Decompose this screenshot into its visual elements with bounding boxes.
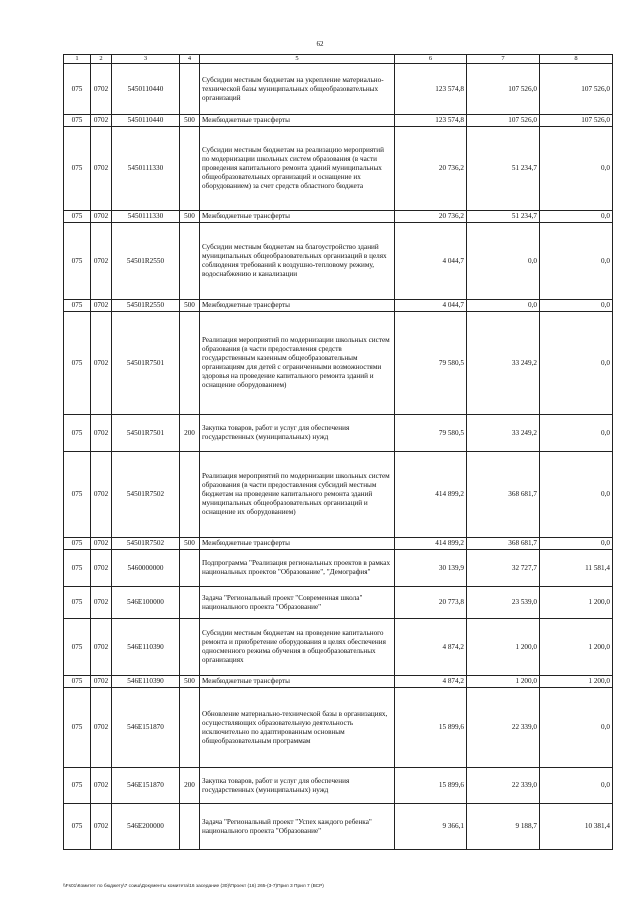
header-cell: 8 xyxy=(540,55,613,64)
amount-year2-cell: 9 188,7 xyxy=(467,804,540,850)
item-name-cell: Подпрограмма "Реализация региональных проектов в рамках национальных проектов "Образование", "Демография" xyxy=(200,550,395,587)
ministry-code-cell: 075 xyxy=(64,223,91,300)
amount-year3-cell: 1 200,0 xyxy=(540,587,613,619)
amount-year3-cell: 11 581,4 xyxy=(540,550,613,587)
section-code-cell: 0702 xyxy=(91,415,112,452)
amount-year1-cell: 4 874,2 xyxy=(395,676,467,688)
amount-year1-cell: 123 574,8 xyxy=(395,115,467,127)
amount-year2-cell: 33 249,2 xyxy=(467,312,540,415)
section-code-cell: 0702 xyxy=(91,538,112,550)
section-code-cell: 0702 xyxy=(91,127,112,211)
item-name-cell: Задача "Региональный проект "Успех каждого ребенка" национального проекта "Образование" xyxy=(200,804,395,850)
ministry-code-cell: 075 xyxy=(64,550,91,587)
target-article-cell: 5450110440 xyxy=(112,64,180,115)
section-code-cell: 0702 xyxy=(91,312,112,415)
header-cell: 7 xyxy=(467,55,540,64)
target-article-cell: 54501R7501 xyxy=(112,312,180,415)
item-name-cell: Межбюджетные трансферты xyxy=(200,115,395,127)
amount-year1-cell: 123 574,8 xyxy=(395,64,467,115)
item-name-cell: Межбюджетные трансферты xyxy=(200,211,395,223)
table-row xyxy=(64,64,613,115)
item-name-cell: Межбюджетные трансферты xyxy=(200,300,395,312)
ministry-code-cell: 075 xyxy=(64,676,91,688)
table-row xyxy=(64,211,613,223)
amount-year3-cell: 1 200,0 xyxy=(540,676,613,688)
table-row xyxy=(64,312,613,415)
amount-year1-cell: 79 580,5 xyxy=(395,415,467,452)
header-cell: 3 xyxy=(112,55,180,64)
item-name-cell: Субсидии местным бюджетам на благоустройство зданий муниципальных общеобразовательных организаций в целях соблюдения требований к воздушно-тепловому режиму, водоснабжению и канализации xyxy=(200,223,395,300)
section-code-cell: 0702 xyxy=(91,688,112,768)
amount-year2-cell: 368 681,7 xyxy=(467,538,540,550)
amount-year3-cell: 0,0 xyxy=(540,300,613,312)
section-code-cell: 0702 xyxy=(91,676,112,688)
amount-year2-cell: 23 539,0 xyxy=(467,587,540,619)
expense-type-cell xyxy=(180,619,200,676)
amount-year2-cell: 51 234,7 xyxy=(467,127,540,211)
ministry-code-cell: 075 xyxy=(64,452,91,538)
table-row xyxy=(64,619,613,676)
ministry-code-cell: 075 xyxy=(64,688,91,768)
expense-type-cell xyxy=(180,688,200,768)
item-name-cell: Обновление материально-технической базы в организациях, осуществляющих образовательную деятельность исключительно по адаптированным основным общеобразовательным программам xyxy=(200,688,395,768)
amount-year3-cell: 107 526,0 xyxy=(540,64,613,115)
expense-type-cell xyxy=(180,312,200,415)
amount-year3-cell: 0,0 xyxy=(540,768,613,804)
document-path-footer: \\Fs01\Комитет по бюджету\7 соиш\Документы комитета\16 заседание (30)\Проект (16) 265-(3-7)Прил 3 Прил 7 (ВСР) xyxy=(63,884,324,889)
ministry-code-cell: 075 xyxy=(64,538,91,550)
amount-year3-cell: 0,0 xyxy=(540,415,613,452)
expense-type-cell xyxy=(180,127,200,211)
ministry-code-cell: 075 xyxy=(64,587,91,619)
table-row xyxy=(64,550,613,587)
target-article-cell: 546E200000 xyxy=(112,804,180,850)
amount-year3-cell: 0,0 xyxy=(540,312,613,415)
target-article-cell: 546E100000 xyxy=(112,587,180,619)
amount-year1-cell: 4 044,7 xyxy=(395,223,467,300)
amount-year2-cell: 1 200,0 xyxy=(467,676,540,688)
ministry-code-cell: 075 xyxy=(64,804,91,850)
target-article-cell: 54501R7501 xyxy=(112,415,180,452)
expense-type-cell xyxy=(180,587,200,619)
amount-year2-cell: 368 681,7 xyxy=(467,452,540,538)
item-name-cell: Межбюджетные трансферты xyxy=(200,538,395,550)
table-row xyxy=(64,768,613,804)
header-cell: 1 xyxy=(64,55,91,64)
ministry-code-cell: 075 xyxy=(64,768,91,804)
ministry-code-cell: 075 xyxy=(64,300,91,312)
amount-year3-cell: 0,0 xyxy=(540,127,613,211)
table-row xyxy=(64,415,613,452)
section-code-cell: 0702 xyxy=(91,115,112,127)
header-cell: 4 xyxy=(180,55,200,64)
ministry-code-cell: 075 xyxy=(64,415,91,452)
amount-year2-cell: 22 339,0 xyxy=(467,768,540,804)
expense-type-cell: 500 xyxy=(180,676,200,688)
amount-year1-cell: 15 899,6 xyxy=(395,768,467,804)
section-code-cell: 0702 xyxy=(91,619,112,676)
section-code-cell: 0702 xyxy=(91,64,112,115)
table-row xyxy=(64,804,613,850)
target-article-cell: 5450110440 xyxy=(112,115,180,127)
page-number: 62 xyxy=(316,40,324,48)
amount-year1-cell: 4 044,7 xyxy=(395,300,467,312)
target-article-cell: 5460000000 xyxy=(112,550,180,587)
amount-year2-cell: 0,0 xyxy=(467,223,540,300)
table-row xyxy=(64,223,613,300)
item-name-cell: Субсидии местным бюджетам на проведение капитального ремонта и приобретение оборудования в целях обеспечения односменного режима обучения в общеобразовательных организациях xyxy=(200,619,395,676)
expense-type-cell xyxy=(180,223,200,300)
amount-year1-cell: 15 899,6 xyxy=(395,688,467,768)
item-name-cell: Реализация мероприятий по модернизации школьных систем образования (в части предоставления субсидий местным бюджетам на проведение капитального ремонта зданий муниципальных общеобразовательных организаций и оснащение их оборудованием) xyxy=(200,452,395,538)
amount-year3-cell: 0,0 xyxy=(540,211,613,223)
amount-year3-cell: 0,0 xyxy=(540,223,613,300)
amount-year3-cell: 107 526,0 xyxy=(540,115,613,127)
target-article-cell: 54501R7502 xyxy=(112,538,180,550)
ministry-code-cell: 075 xyxy=(64,312,91,415)
ministry-code-cell: 075 xyxy=(64,115,91,127)
amount-year2-cell: 107 526,0 xyxy=(467,115,540,127)
expense-type-cell xyxy=(180,452,200,538)
section-code-cell: 0702 xyxy=(91,550,112,587)
header-cell: 6 xyxy=(395,55,467,64)
item-name-cell: Закупка товаров, работ и услуг для обеспечения государственных (муниципальных) нужд xyxy=(200,415,395,452)
section-code-cell: 0702 xyxy=(91,452,112,538)
amount-year2-cell: 107 526,0 xyxy=(467,64,540,115)
header-cell: 2 xyxy=(91,55,112,64)
target-article-cell: 546E151870 xyxy=(112,688,180,768)
table-row xyxy=(64,127,613,211)
ministry-code-cell: 075 xyxy=(64,64,91,115)
amount-year1-cell: 30 139,9 xyxy=(395,550,467,587)
amount-year2-cell: 51 234,7 xyxy=(467,211,540,223)
amount-year1-cell: 4 874,2 xyxy=(395,619,467,676)
table-row xyxy=(64,538,613,550)
amount-year1-cell: 20 736,2 xyxy=(395,127,467,211)
section-code-cell: 0702 xyxy=(91,300,112,312)
expense-type-cell xyxy=(180,550,200,587)
section-code-cell: 0702 xyxy=(91,211,112,223)
amount-year2-cell: 33 249,2 xyxy=(467,415,540,452)
section-code-cell: 0702 xyxy=(91,223,112,300)
section-code-cell: 0702 xyxy=(91,768,112,804)
expense-type-cell xyxy=(180,804,200,850)
table-row xyxy=(64,676,613,688)
ministry-code-cell: 075 xyxy=(64,211,91,223)
amount-year2-cell: 22 339,0 xyxy=(467,688,540,768)
target-article-cell: 546E110390 xyxy=(112,676,180,688)
section-code-cell: 0702 xyxy=(91,804,112,850)
amount-year1-cell: 414 899,2 xyxy=(395,452,467,538)
item-name-cell: Закупка товаров, работ и услуг для обеспечения государственных (муниципальных) нужд xyxy=(200,768,395,804)
item-name-cell: Задача "Региональный проект "Современная школа" национального проекта "Образование" xyxy=(200,587,395,619)
target-article-cell: 546E110390 xyxy=(112,619,180,676)
amount-year3-cell: 0,0 xyxy=(540,538,613,550)
table-row xyxy=(64,300,613,312)
expense-type-cell: 500 xyxy=(180,300,200,312)
ministry-code-cell: 075 xyxy=(64,127,91,211)
table-row xyxy=(64,452,613,538)
target-article-cell: 54501R2550 xyxy=(112,300,180,312)
table-row xyxy=(64,115,613,127)
expense-type-cell: 500 xyxy=(180,115,200,127)
amount-year3-cell: 10 381,4 xyxy=(540,804,613,850)
target-article-cell: 54501R7502 xyxy=(112,452,180,538)
expense-type-cell: 500 xyxy=(180,211,200,223)
ministry-code-cell: 075 xyxy=(64,619,91,676)
amount-year2-cell: 0,0 xyxy=(467,300,540,312)
item-name-cell: Реализация мероприятий по модернизации школьных систем образования (в части предоставления средств государственным казенным общеобразовательным организациям для детей с ограниченными возможностями здоровья на проведение капитального ремонта зданий и оснащение оборудованием) xyxy=(200,312,395,415)
target-article-cell: 5450111330 xyxy=(112,211,180,223)
expense-type-cell: 500 xyxy=(180,538,200,550)
item-name-cell: Субсидии местным бюджетам на укрепление материально-технической базы муниципальных общеобразовательных организаций xyxy=(200,64,395,115)
amount-year2-cell: 32 727,7 xyxy=(467,550,540,587)
amount-year1-cell: 20 773,8 xyxy=(395,587,467,619)
amount-year3-cell: 0,0 xyxy=(540,688,613,768)
amount-year1-cell: 79 580,5 xyxy=(395,312,467,415)
budget-table xyxy=(63,54,613,850)
target-article-cell: 546E151870 xyxy=(112,768,180,804)
item-name-cell: Субсидии местным бюджетам на реализацию мероприятий по модернизации школьных систем образования (в части проведения капитального ремонта зданий муниципальных общеобразовательных организаций и оснащение их оборудованием) за счет средств областного бюджета xyxy=(200,127,395,211)
expense-type-cell: 200 xyxy=(180,768,200,804)
amount-year1-cell: 20 736,2 xyxy=(395,211,467,223)
target-article-cell: 5450111330 xyxy=(112,127,180,211)
table-header-row xyxy=(64,55,613,64)
expense-type-cell: 200 xyxy=(180,415,200,452)
header-cell: 5 xyxy=(200,55,395,64)
item-name-cell: Межбюджетные трансферты xyxy=(200,676,395,688)
table-row xyxy=(64,587,613,619)
section-code-cell: 0702 xyxy=(91,587,112,619)
expense-type-cell xyxy=(180,64,200,115)
amount-year3-cell: 1 200,0 xyxy=(540,619,613,676)
table-row xyxy=(64,688,613,768)
amount-year1-cell: 9 366,1 xyxy=(395,804,467,850)
amount-year1-cell: 414 899,2 xyxy=(395,538,467,550)
amount-year3-cell: 0,0 xyxy=(540,452,613,538)
amount-year2-cell: 1 200,0 xyxy=(467,619,540,676)
target-article-cell: 54501R2550 xyxy=(112,223,180,300)
